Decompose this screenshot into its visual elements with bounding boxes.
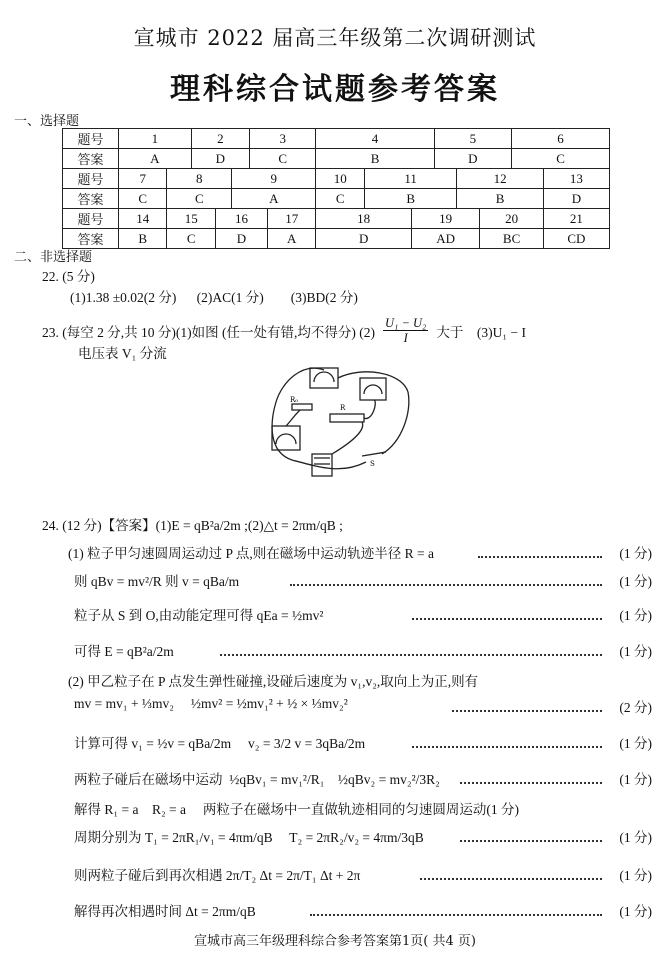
table-row <box>63 189 610 209</box>
table-cell: AD <box>411 229 480 249</box>
table-cell: 4 <box>316 129 434 149</box>
q24-p2-l3: 计算可得 v₁ = ½v = qBa/2m v₂ = 3/2 v = 3qBa/2m <box>74 736 366 751</box>
section-choice: 一、选择题 <box>14 114 80 129</box>
table-cell: 题号 <box>63 169 119 189</box>
q24-p2-l1: (2) 甲乙粒子在 P 点发生弹性碰撞,设碰后速度为 v₁,v₂,取向上为正,则有 <box>68 674 479 689</box>
table-cell: 2 <box>191 129 249 149</box>
table-cell: C <box>512 149 610 169</box>
ammeter <box>360 378 386 400</box>
table-cell: BC <box>480 229 544 249</box>
q24-p2-l4: 两粒子碰后在磁场中运动 ½qBv₁ = mv₁²/R₁ ½qBv₂ = mv₂²/3R₂ <box>74 772 440 787</box>
q24-p2-l5: 解得 R₁ = a R₂ = a 两粒子在磁场中一直做轨迹相同的匀速圆周运动(1 分) <box>74 802 519 817</box>
score: (1 分) <box>619 830 652 845</box>
score: (1 分) <box>619 772 652 787</box>
table-cell: 7 <box>119 169 167 189</box>
table-cell: 题号 <box>63 129 119 149</box>
table-cell: A <box>232 189 316 209</box>
table-cell: 18 <box>316 209 411 229</box>
table-cell: 5 <box>434 129 511 149</box>
table-cell: 9 <box>232 169 316 189</box>
table-cell: D <box>191 149 249 169</box>
battery <box>312 454 332 476</box>
table-cell: 答案 <box>63 229 119 249</box>
table-cell: D <box>215 229 267 249</box>
q23-tail: 大于 (3)U₁ − I <box>436 324 526 340</box>
resistor <box>292 404 312 410</box>
table-cell: 17 <box>268 209 316 229</box>
score: (2 分) <box>619 700 652 715</box>
dotted-leader <box>478 556 602 558</box>
table-cell: D <box>434 149 511 169</box>
dotted-leader <box>220 654 602 656</box>
q23-fraction <box>383 316 428 345</box>
q24-p2-l8: 解得再次相遇时间 Δt = 2πm/qB <box>74 904 256 919</box>
doc-subtitle: 理科综合试题参考答案 <box>170 72 500 107</box>
dotted-leader <box>452 710 602 712</box>
q23-line <box>42 316 526 345</box>
score: (1 分) <box>619 904 652 919</box>
table-cell: 11 <box>364 169 456 189</box>
q24-p2-l6: 周期分别为 T₁ = 2πR₁/v₁ = 4πm/qB T₂ = 2πR₂/v₂ = 4πm/3qB <box>74 830 424 845</box>
table-cell: D <box>543 189 609 209</box>
q24-p2-l2: mv = mv₁ + ⅓mv₂ ½mv² = ½mv₁² + ½ × ⅓mv₂² <box>74 696 348 711</box>
table-row <box>63 169 610 189</box>
table-cell: 15 <box>167 209 215 229</box>
table-cell: C <box>167 189 232 209</box>
svg-text:S: S <box>370 460 375 468</box>
table-cell: 1 <box>119 129 192 149</box>
dotted-leader <box>290 584 602 586</box>
table-cell: A <box>119 149 192 169</box>
section-nonchoice: 二、非选择题 <box>14 250 93 265</box>
table-cell: B <box>457 189 543 209</box>
q23-head: 23. (每空 2 分,共 10 分)(1)如图 (任一处有错,均不得分) (2) <box>42 324 375 340</box>
table-cell: B <box>316 149 434 169</box>
svg-text:R: R <box>340 404 346 412</box>
dotted-leader <box>412 746 602 748</box>
q24-head: 24. (12 分)【答案】(1)E = qB²a/2m ;(2)△t = 2πm/qB ; <box>42 518 343 533</box>
table-cell: 12 <box>457 169 543 189</box>
score: (1 分) <box>619 868 652 883</box>
score: (1 分) <box>619 736 652 751</box>
score: (1 分) <box>619 644 652 659</box>
table-cell: 20 <box>480 209 544 229</box>
dotted-leader <box>412 618 602 620</box>
dotted-leader <box>460 782 602 784</box>
dotted-leader <box>310 914 602 916</box>
table-cell: 19 <box>411 209 480 229</box>
svg-text:R₀: R₀ <box>290 396 299 404</box>
table-cell: 21 <box>543 209 609 229</box>
q24-p1-l4: 可得 E = qB²a/2m <box>74 644 174 659</box>
answer-table <box>62 128 610 249</box>
table-cell: C <box>249 149 316 169</box>
table-cell: A <box>268 229 316 249</box>
table-row <box>63 209 610 229</box>
table-cell: C <box>119 189 167 209</box>
score: (1 分) <box>619 546 652 561</box>
score: (1 分) <box>619 574 652 589</box>
table-cell: C <box>167 229 215 249</box>
q24-p1-l1: (1) 粒子甲匀速圆周运动过 P 点,则在磁场中运动轨迹半径 R = a <box>68 546 434 561</box>
table-row <box>63 149 610 169</box>
circuit-figure <box>262 362 412 480</box>
table-cell: 答案 <box>63 189 119 209</box>
table-cell: 答案 <box>63 149 119 169</box>
table-cell: 8 <box>167 169 232 189</box>
table-cell: D <box>316 229 411 249</box>
table-cell: CD <box>543 229 609 249</box>
table-cell: 13 <box>543 169 609 189</box>
q22-head: 22. (5 分) <box>42 269 95 284</box>
q22-body: (1)1.38 ±0.02(2 分) (2)AC(1 分) (3)BD(2 分) <box>70 290 358 305</box>
table-cell: 6 <box>512 129 610 149</box>
table-cell: 14 <box>119 209 167 229</box>
table-cell: 3 <box>249 129 316 149</box>
table-cell: B <box>364 189 456 209</box>
table-cell: 题号 <box>63 209 119 229</box>
page-footer: 宣城市高三年级理科综合参考答案第1页( 共4 页) <box>194 934 476 949</box>
rheostat <box>330 414 364 422</box>
q24-p1-l2: 则 qBv = mv²/R 则 v = qBa/m <box>74 574 240 589</box>
q23-frac-den: I <box>403 331 408 345</box>
table-cell: B <box>119 229 167 249</box>
q24-p2-l7: 则两粒子碰后到再次相遇 2π/T₂ Δt = 2π/T₁ Δt + 2π <box>74 868 361 883</box>
q24-p1-l3: 粒子从 S 到 O,由动能定理可得 qEa = ½mv² <box>74 608 324 623</box>
doc-title: 宣城市 2022 届高三年级第二次调研测试 <box>133 26 537 50</box>
score: (1 分) <box>619 608 652 623</box>
table-row <box>63 229 610 249</box>
q23-frac-num: U₁ − U₂ <box>384 316 427 330</box>
dotted-leader <box>460 840 602 842</box>
table-cell: 10 <box>316 169 364 189</box>
dotted-leader <box>420 878 602 880</box>
table-row <box>63 129 610 149</box>
table-cell: C <box>316 189 364 209</box>
table-cell: 16 <box>215 209 267 229</box>
q23-line2: 电压表 V₁ 分流 <box>78 346 167 361</box>
